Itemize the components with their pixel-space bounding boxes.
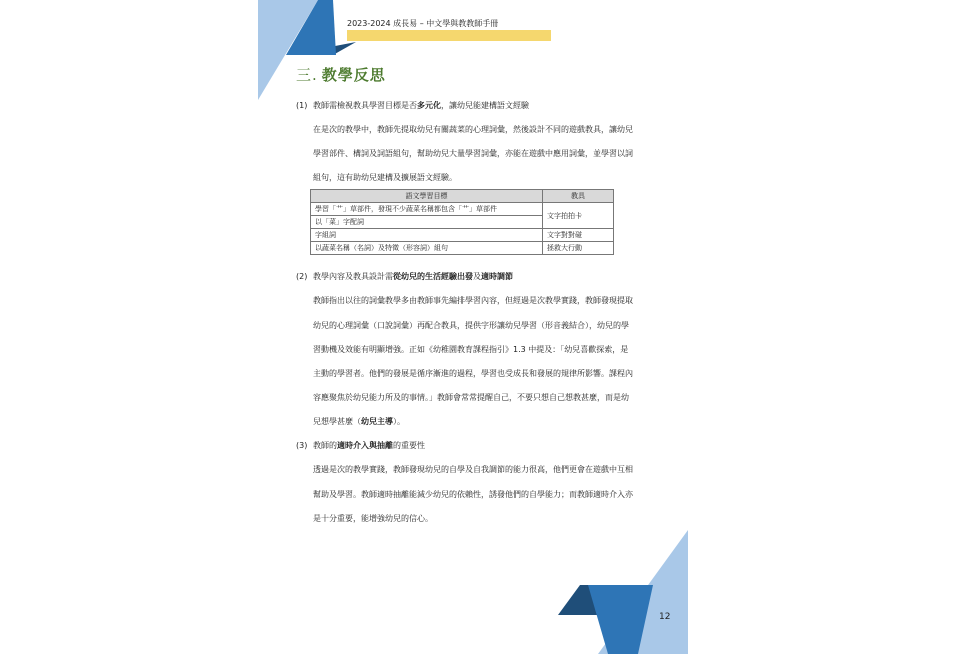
point-heading-2: (2) 教學內容及教具設計需從幼兒的生活經驗出發及適時調節: [296, 272, 513, 281]
corner-decoration-top: [258, 0, 368, 100]
table-row: [311, 229, 614, 242]
paragraph-line: 幫助及學習。教師適時抽離能減少幼兒的依賴性，誘發他們的自學能力；而教師適時介入亦: [313, 490, 633, 499]
corner-decoration-bottom: [558, 530, 688, 654]
table-cell: 以「菜」字配詞: [311, 216, 543, 229]
table-header: 語文學習目標: [311, 190, 543, 203]
running-header: 2023-2024 成長易 – 中文學與教教師手冊: [347, 19, 499, 28]
paragraph-line: 組句，這有助幼兒建構及擴展語文經驗。: [313, 173, 457, 182]
learning-goals-table: [310, 189, 614, 255]
section-title: [296, 64, 386, 85]
paragraph-line: 透過是次的教學實踐，教師發現幼兒的自學及自我調節的能力很高，他們更會在遊戲中互相: [313, 465, 633, 474]
header-highlight-bar: [347, 30, 551, 41]
table-row: [311, 242, 614, 255]
table-header: 教具: [543, 190, 614, 203]
table-cell: 字組詞: [311, 229, 543, 242]
paragraph-line: 是十分重要，能增強幼兒的信心。: [313, 514, 433, 523]
paragraph-line: 兒想學甚麼（幼兒主導）。: [313, 417, 405, 426]
table-cell: 文字拍拍卡: [543, 203, 614, 229]
page-number: 12: [659, 612, 671, 622]
section-number: 三.: [296, 66, 318, 84]
table-cell: 以蔬菜名稱（名詞）及特徵（形容詞）組句: [311, 242, 543, 255]
table-cell: 拯救大行動: [543, 242, 614, 255]
paragraph-line: 幼兒的心理詞彙（口說詞彙）再配合教具，提供字形讓幼兒學習（形音義結合），幼兒的學: [313, 321, 629, 330]
table-row: [311, 203, 614, 216]
table-cell: 文字對對碰: [543, 229, 614, 242]
paragraph-line: 學習部件、構詞及詞語組句，幫助幼兒大量學習詞彙，亦能在遊戲中應用詞彙，並學習以詞: [313, 149, 633, 158]
point-heading-1: (1) 教師需檢視教具學習目標是否多元化，讓幼兒能建構語文經驗: [296, 101, 529, 110]
paragraph-line: 習動機及效能有明顯增強。正如《幼稚園教育課程指引》1.3 中提及：「幼兒喜歡探索，是: [313, 345, 629, 354]
table-cell: 學習「艹」草部件，發現不少蔬菜名稱都包含「艹」草部件: [311, 203, 543, 216]
paragraph-line: 在是次的教學中，教師先提取幼兒有關蔬菜的心理詞彙，然後設計不同的遊戲教具，讓幼兒: [313, 125, 633, 134]
table-header-row: [311, 190, 614, 203]
paragraph-line: 主動的學習者。他們的發展是循序漸進的過程，學習也受成長和發展的規律所影響。課程內: [313, 369, 633, 378]
point-heading-3: (3) 教師的適時介入與抽離的重要性: [296, 441, 425, 450]
document-page: [258, 0, 688, 654]
paragraph-line: 容應聚焦於幼兒能力所及的事情。」教師會常常提醒自己，不要只想自己想教甚麼，而是幼: [313, 393, 629, 402]
paragraph-line: 教師指出以往的詞彙教學多由教師事先編排學習內容，但經過是次教學實踐，教師發現提取: [313, 296, 633, 305]
section-title-text: 教學反思: [321, 66, 386, 84]
